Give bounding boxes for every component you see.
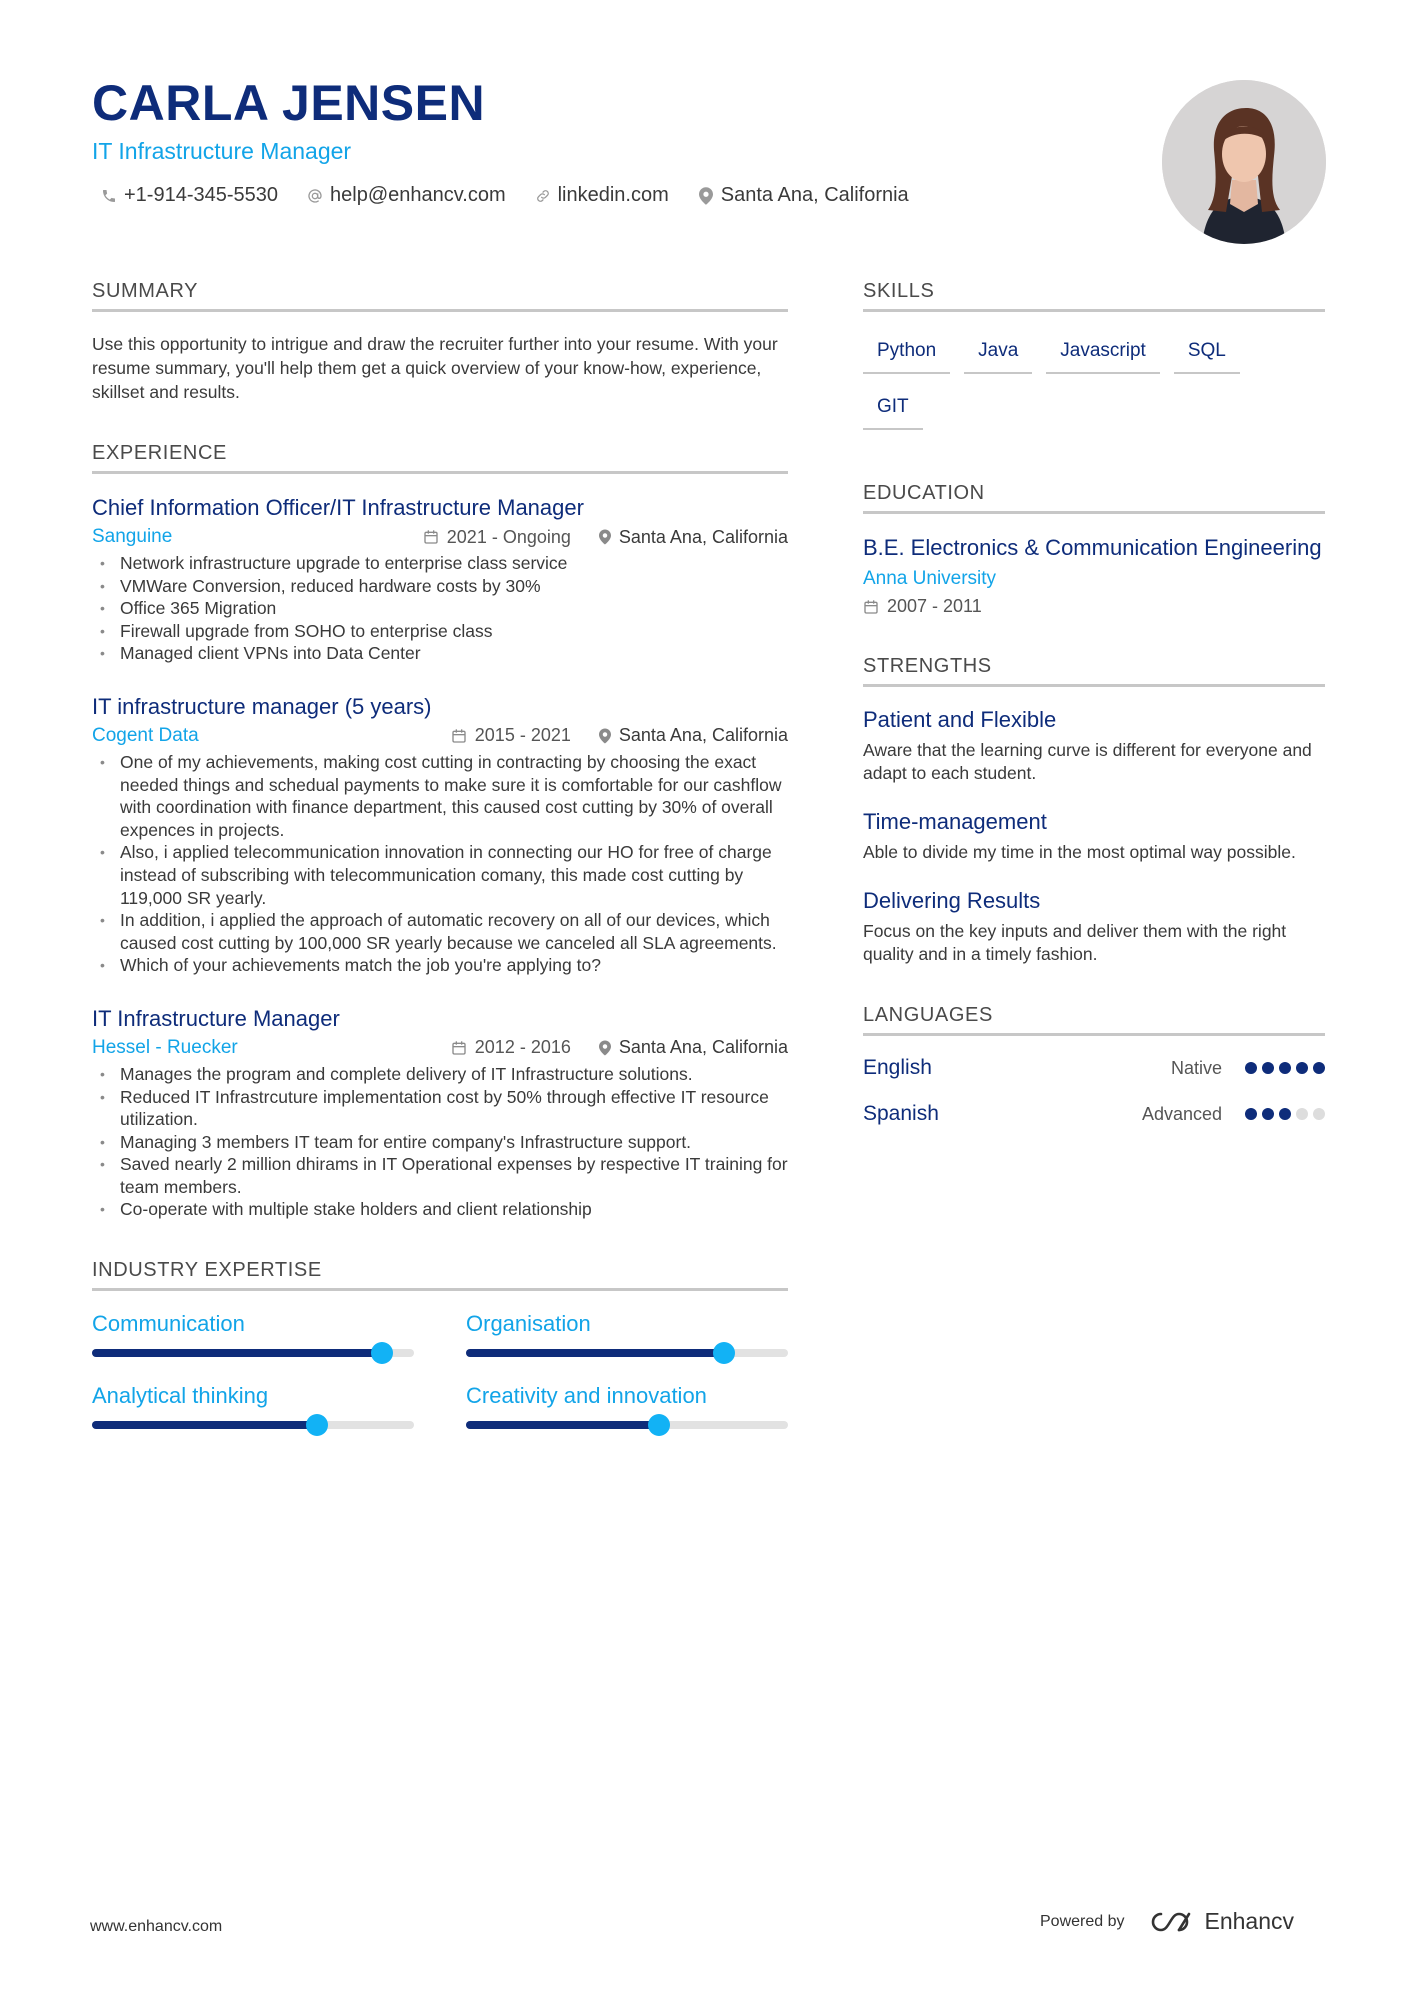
expertise-bar-fill [466, 1421, 659, 1429]
summary-text: Use this opportunity to intrigue and draw the recruiter further into your resume. With your resume summary, you'll help them get a quick overview of your know-how, experience, skillset and results. [92, 334, 778, 402]
language-dot-filled [1262, 1108, 1274, 1120]
expertise-item [92, 1383, 414, 1429]
company-name: Cogent Data [92, 724, 199, 746]
language-dots [1240, 1108, 1325, 1120]
list-item: • Co-operate with multiple stake holders and client relationship [92, 1198, 788, 1221]
list-item: • Firewall upgrade from SOHO to enterprise class [92, 620, 788, 643]
expertise-item [92, 1311, 414, 1357]
language-name: Spanish [863, 1102, 939, 1125]
experience-section [92, 442, 788, 1221]
calendar-icon [451, 1040, 467, 1056]
contact-phone[interactable] [100, 184, 278, 207]
skill-tag: Javascript [1046, 332, 1160, 374]
brand-logo[interactable] [1149, 1908, 1295, 1935]
job-title: IT infrastructure manager (5 years) [92, 693, 432, 719]
brand-name: Enhancv [1204, 1908, 1295, 1934]
calendar-icon [863, 599, 879, 615]
skill-tag: Java [964, 332, 1032, 374]
expertise-bar-fill [92, 1349, 382, 1357]
contact-location [697, 184, 909, 207]
list-item: • VMWare Conversion, reduced hardware costs by 30% [92, 575, 788, 598]
education-dates-text: 2007 - 2011 [887, 596, 982, 616]
expertise-bar-knob [371, 1342, 393, 1364]
strength-desc: Focus on the key inputs and deliver them with the right quality and in a timely fashion. [863, 921, 1287, 964]
location-pin-icon [599, 529, 611, 545]
strengths-heading: STRENGTHS [863, 655, 1325, 687]
language-dots [1240, 1062, 1325, 1074]
powered-by-text: Powered by [1040, 1912, 1125, 1930]
job-location: Santa Ana, California [618, 526, 788, 547]
location-text: Santa Ana, California [720, 184, 909, 206]
job-dates: 2021 - Ongoing [446, 526, 571, 547]
strength-desc: Able to divide my time in the most optimal way possible. [863, 842, 1296, 862]
language-dot-filled [1279, 1062, 1291, 1074]
expertise-bar [466, 1421, 788, 1429]
job-title: IT Infrastructure Manager [92, 1005, 340, 1031]
job-location: Santa Ana, California [618, 725, 788, 746]
job-dates: 2015 - 2021 [474, 725, 571, 746]
expertise-bar-knob [713, 1342, 735, 1364]
language-dot-empty [1296, 1108, 1308, 1120]
expertise-bar-fill [466, 1349, 724, 1357]
list-item: • Manages the program and complete delivery of IT Infrastructure solutions. [92, 1063, 788, 1086]
footer-branding [1040, 1908, 1294, 1935]
education-dates [863, 596, 1325, 617]
summary-heading: SUMMARY [92, 280, 788, 312]
summary-section [92, 280, 788, 404]
degree-title: B.E. Electronics & Communication Engineering [863, 535, 1322, 560]
at-icon [306, 187, 324, 205]
job-dates: 2012 - 2016 [474, 1037, 571, 1058]
location-pin-icon [599, 728, 611, 744]
list-item: • In addition, i applied the approach of automatic recovery on all of our devices, which caused cost cutting by 100,000 SR yearly because we canceled all SLA agreements. [92, 909, 788, 954]
strength-item [863, 809, 1325, 864]
strength-item [863, 707, 1325, 785]
expertise-bar [92, 1421, 414, 1429]
contact-email[interactable] [306, 184, 506, 207]
phone-icon [100, 187, 118, 205]
education-heading: EDUCATION [863, 482, 1325, 514]
job-meta [92, 526, 788, 548]
enhancv-logo-icon [1149, 1911, 1195, 1933]
candidate-name: CARLA JENSEN [92, 75, 486, 131]
list-item: • Managed client VPNs into Data Center [92, 642, 788, 665]
skill-tag: Python [863, 332, 950, 374]
list-item: • Reduced IT Infrastrcuture implementation cost by 50% through effective IT resource utilization. [92, 1086, 788, 1131]
language-dot-filled [1262, 1062, 1274, 1074]
list-item: • Which of your achievements match the job you're applying to? [92, 954, 788, 977]
job-bullets [92, 751, 788, 977]
expertise-bar [92, 1349, 414, 1357]
skills-section [863, 280, 1325, 444]
job-bullets [92, 552, 788, 665]
expertise-bar-knob [648, 1414, 670, 1436]
expertise-bar-knob [306, 1414, 328, 1436]
job-bullets [92, 1063, 788, 1221]
list-item: • Saved nearly 2 million dhirams in IT Operational expenses by respective IT training for team members. [92, 1153, 788, 1198]
expertise-name: Creativity and innovation [466, 1383, 707, 1409]
strength-title: Patient and Flexible [863, 707, 1057, 732]
calendar-icon [423, 529, 439, 545]
list-item: • Office 365 Migration [92, 597, 788, 620]
expertise-heading: INDUSTRY EXPERTISE [92, 1259, 788, 1291]
job-meta [92, 1037, 788, 1059]
link-icon [534, 187, 552, 205]
education-section [863, 482, 1325, 617]
job-title: Chief Information Officer/IT Infrastructure Manager [92, 495, 584, 520]
email-text: help@enhancv.com [330, 184, 506, 206]
expertise-grid [92, 1311, 788, 1429]
language-level: Native [1170, 1057, 1222, 1078]
strength-title: Delivering Results [863, 888, 1041, 913]
expertise-item [466, 1311, 788, 1357]
language-dot-filled [1245, 1062, 1257, 1074]
company-name: Sanguine [92, 526, 173, 547]
expertise-name: Analytical thinking [92, 1383, 269, 1409]
language-name: English [863, 1056, 932, 1079]
expertise-section [92, 1259, 788, 1429]
phone-text: +1-914-345-5530 [124, 184, 279, 206]
skill-tag: SQL [1174, 332, 1240, 374]
contact-website[interactable] [534, 184, 669, 207]
job-entry [92, 494, 788, 665]
list-item: • Also, i applied telecommunication innovation in connecting our HO for free of charge instead of subscribing with telecommunication comany, this made cost cutting by 119,000 SR yearly. [92, 841, 788, 909]
strength-desc: Aware that the learning curve is different for everyone and adapt to each student. [863, 740, 1312, 783]
candidate-role: IT Infrastructure Manager [92, 138, 352, 164]
language-item [863, 1102, 1325, 1126]
website-text: linkedin.com [557, 184, 669, 206]
job-location: Santa Ana, California [618, 1037, 788, 1058]
company-name: Hessel - Ruecker [92, 1036, 238, 1058]
experience-heading: EXPERIENCE [92, 442, 788, 474]
avatar [1162, 80, 1326, 244]
right-column [863, 280, 1325, 1164]
skills-heading: SKILLS [863, 280, 1325, 312]
expertise-name: Organisation [466, 1311, 591, 1337]
strengths-section [863, 655, 1325, 966]
expertise-bar-fill [92, 1421, 317, 1429]
location-pin-icon [599, 1040, 611, 1056]
strength-item [863, 888, 1325, 966]
list-item: • Network infrastructure upgrade to enterprise class service [92, 552, 788, 575]
language-dot-empty [1313, 1108, 1325, 1120]
location-pin-icon [697, 187, 715, 205]
language-level: Advanced [1141, 1103, 1222, 1124]
language-dot-filled [1279, 1108, 1291, 1120]
list-item: • Managing 3 members IT team for entire company's Infrastructure support. [92, 1131, 788, 1154]
school-name: Anna University [863, 568, 997, 589]
calendar-icon [451, 728, 467, 744]
left-column [92, 280, 788, 1467]
skills-list [863, 332, 1325, 444]
job-entry [92, 693, 788, 977]
footer-website[interactable]: www.enhancv.com [90, 1918, 223, 1935]
language-item [863, 1056, 1325, 1080]
contact-bar [100, 184, 937, 207]
strength-title: Time-management [863, 809, 1047, 834]
languages-heading: LANGUAGES [863, 1004, 1325, 1036]
expertise-item [466, 1383, 788, 1429]
expertise-bar [466, 1349, 788, 1357]
language-dot-filled [1313, 1062, 1325, 1074]
skill-tag: GIT [863, 388, 923, 430]
job-entry [92, 1005, 788, 1221]
expertise-name: Communication [92, 1311, 245, 1337]
language-dot-filled [1296, 1062, 1308, 1074]
list-item: • One of my achievements, making cost cutting in contracting by choosing the exact needed things and schedual payments to make sure it is comfortable for our cashflow with coordination with finance department, this caused cost cutting by 30% of overall expences in projects. [92, 751, 788, 841]
language-dot-filled [1245, 1108, 1257, 1120]
languages-section [863, 1004, 1325, 1126]
job-meta [92, 725, 788, 747]
